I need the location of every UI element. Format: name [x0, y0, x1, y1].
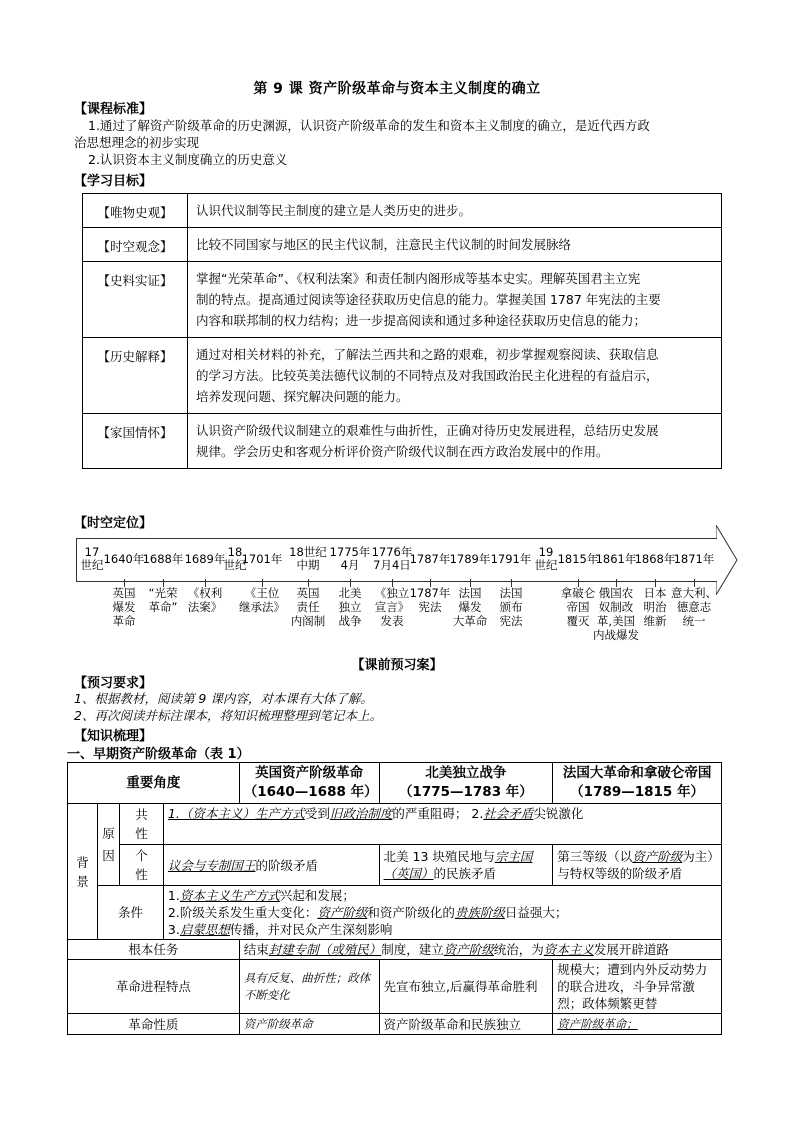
background-label: [68, 804, 98, 940]
timeline-date-line: 1868年: [634, 552, 676, 566]
text-span: 贵族阶级: [454, 905, 505, 920]
timeline-event-line: 内战爆发: [593, 628, 639, 642]
text-span: 为主）与特权等级的阶级矛盾: [557, 849, 714, 881]
timeline-date-line: 4月: [340, 558, 360, 572]
goal-line: 规律。学会历史和客观分析评价资产阶级代议制在西方政治发展中的作用。: [196, 444, 609, 459]
standards-line-3: 2.认识资本主义制度确立的历史意义: [88, 152, 288, 167]
text-span: 第三等级（以: [557, 849, 633, 864]
common-label: [119, 804, 163, 845]
cause-label: [97, 804, 119, 886]
standards-line-2: 治思想理念的初步实现: [74, 135, 200, 150]
timeline-event-line: 责任: [296, 600, 320, 614]
text-span: 结束: [243, 942, 269, 957]
timeline-event-line: 明治: [643, 600, 667, 614]
goal-key: 【唯物史观】: [83, 194, 188, 228]
individual-england: [163, 845, 379, 886]
goal-line: 认识代议制等民主制度的建立是人类历史的进步。: [196, 203, 472, 218]
background-label-text: 背景: [76, 854, 89, 889]
goal-line: 通过对相关材料的补充，了解法兰西共和之路的艰难，初步掌握观察阅读、获取信息: [196, 347, 659, 362]
col-years: （1789—1815 年）: [570, 784, 705, 800]
table-row: [68, 886, 722, 940]
table-row: [68, 960, 722, 1014]
text-span: 制度，建立: [381, 942, 444, 957]
goal-row: [83, 338, 722, 414]
goal-key: 【历史解释】: [83, 338, 188, 414]
timeline-event-line: 《权利: [187, 586, 223, 600]
goal-value: [188, 228, 722, 262]
goal-row: [83, 414, 722, 469]
text-span: 3.: [167, 922, 180, 937]
goal-value: [188, 338, 722, 414]
goal-key: 【时空观念】: [83, 228, 188, 262]
goal-line: 认识资产阶级代议制建立的艰难性与曲折性，正确对待历史发展进程，总结历史发展: [196, 423, 659, 438]
text-span: 资产阶级革命；: [557, 1017, 638, 1031]
goal-line: 的学习方法。比较英美法德代议制的不同特点及对我国政治民主化进程的有益启示，: [196, 368, 659, 383]
revolution-table: [67, 762, 722, 1035]
timeline-date-line: 中期: [296, 558, 320, 572]
timeline-date-line: 1871年: [673, 552, 715, 566]
nature-america: 资产阶级革命和民族独立: [379, 1014, 553, 1035]
goal-line: 比较不同国家与地区的民主代议制，注意民主代议制的时间发展脉络: [196, 237, 572, 252]
goal-row: [83, 194, 722, 228]
timeline-event-line: 颁布: [499, 600, 523, 614]
timeline-event-line: 统一: [682, 614, 706, 628]
text-span: 资产阶级: [317, 905, 368, 920]
goal-value: [188, 414, 722, 469]
timeline-date-line: 19: [538, 545, 554, 559]
timeline-event-line: 革,美国: [596, 614, 636, 628]
standards-heading: 【课程标准】: [74, 102, 153, 117]
condition-line: [168, 921, 717, 938]
timeline-event-line: 独立: [338, 600, 362, 614]
timeline-date-line: 1791年: [490, 552, 532, 566]
text-span: 的阶级矛盾: [255, 857, 318, 873]
timeline-date-line: 世纪: [223, 558, 247, 572]
timeline-event-line: 大革命: [452, 614, 488, 628]
requirement-line-2: 2、再次阅读并标注课本，将知识梳理整理到笔记本上。: [74, 708, 382, 723]
timeline-event-line: 宪法: [418, 600, 442, 614]
text-span: 的民族矛盾: [433, 866, 497, 881]
text-span: 资产阶级: [443, 942, 494, 957]
timeline-event-line: 北美: [338, 586, 362, 600]
timeline-date-line: 1776年: [371, 545, 413, 559]
timeline-event-line: 拿破仑: [560, 586, 596, 600]
text-span: 1.（资本主义）生产方式: [167, 806, 305, 821]
task-label: 根本任务: [68, 940, 240, 960]
goal-key: 【史料实证】: [83, 262, 188, 338]
section-heading: 一、早期资产阶级革命（表 1）: [67, 747, 250, 762]
text-span: 北美 13 块殖民地与: [383, 849, 495, 864]
nature-england: 资产阶级革命: [239, 1014, 379, 1035]
process-america: 先宣布独立,后赢得革命胜利: [379, 960, 553, 1014]
text-span: 的严重阻碍； 2.: [392, 806, 484, 821]
timeline-date-line: 1789年: [449, 552, 491, 566]
col-years: （1775—1783 年）: [398, 784, 533, 800]
timeline-date-line: 1689年: [184, 552, 226, 566]
condition-label: 条件: [97, 886, 163, 940]
goal-line: 培养发现问题、探究解决问题的能力。: [196, 389, 409, 404]
table-row: [68, 940, 722, 960]
timeline-event-line: 宪法: [499, 614, 523, 628]
individual-france: [553, 845, 722, 886]
goals-heading: 【学习目标】: [74, 174, 153, 189]
timeline-event-line: 法案》: [187, 600, 223, 614]
timeline-event-line: 俄国农: [598, 586, 634, 600]
text-span: 发展开辟道路: [593, 942, 669, 957]
timeline-date-line: 1775年: [329, 545, 371, 559]
timeline-event-line: 《独立: [374, 586, 410, 600]
page-title: 第 9 课 资产阶级革命与资本主义制度的确立: [253, 81, 541, 97]
timeline-event-line: 帝国: [566, 600, 590, 614]
text-span: 宗主国（英国）: [383, 849, 533, 881]
preview-heading: 【课前预习案】: [351, 658, 443, 673]
cause-label-text: 原因: [102, 825, 115, 863]
timeline-date-label: [664, 553, 724, 566]
requirements-heading: 【预习要求】: [74, 676, 153, 691]
timeline-date-line: 1861年: [595, 552, 637, 566]
goal-row: [83, 228, 722, 262]
common-label-text: 共性: [135, 807, 148, 841]
table-row: [68, 1014, 722, 1035]
text-span: 资产阶级: [632, 849, 683, 864]
timeline-event-line: 覆灭: [566, 614, 590, 628]
col-header-france: [553, 763, 722, 804]
timeline-event-line: 战争: [338, 614, 362, 628]
text-span: 封建专制（或殖民）: [268, 942, 382, 957]
requirement-line-1: 1、根据教材，阅读第 9 课内容，对本课有大体了解。: [74, 691, 373, 706]
goal-line: 制的特点。提高通过阅读等途径获取历史信息的能力。掌握美国 1787 年宪法的主要: [196, 292, 661, 307]
process-england: 具有反复、曲折性；政体不断变化: [239, 960, 379, 1014]
text-span: 资本主义生产方式: [179, 888, 280, 903]
timeline-date-line: 1787年: [409, 552, 451, 566]
text-span: 尖锐激化: [533, 806, 584, 821]
task-cell: [239, 940, 721, 960]
text-span: 日益强大；: [504, 905, 568, 920]
text-span: 2.阶级关系发生重大变化：: [167, 905, 318, 920]
timeline-event-line: 继承法》: [239, 600, 285, 614]
timeline-event-line: “光荣: [148, 586, 178, 600]
timeline-event-line: 1787年: [409, 586, 451, 600]
timeline-event: [479, 586, 543, 628]
timeline-event-line: 爆发: [458, 600, 482, 614]
table-row: [68, 845, 722, 886]
process-france: 规模大；遭到内外反动势力的联合进攻，斗争异常激烈；政体频繁更替: [553, 960, 722, 1014]
col-name: 北美独立战争: [425, 765, 507, 781]
timeline-date-line: 世纪: [80, 558, 104, 572]
table-row: [68, 804, 722, 845]
individual-label: [119, 845, 163, 886]
condition-line: [168, 904, 717, 921]
table-corner: 重要角度: [68, 763, 240, 804]
timeline-event-line: 革命”: [148, 600, 178, 614]
condition-cell: [163, 886, 721, 940]
text-span: 社会矛盾: [483, 806, 534, 821]
goals-table: [82, 193, 722, 469]
text-span: 1.: [167, 888, 180, 903]
text-span: 统治，为: [493, 942, 544, 957]
timeline-event-line: 英国: [296, 586, 320, 600]
text-span: 传播，并对民众产生深刻影响: [229, 922, 393, 937]
col-name: 英国资产阶级革命: [255, 765, 364, 781]
common-cause-cell: [163, 804, 721, 845]
goal-line: 掌握“光荣革命”、《权利法案》和责任制内阁形成等基本史实。理解英国君主立宪: [196, 271, 641, 286]
timeline-event-line: 英国: [112, 586, 136, 600]
timeline-event-line: 爆发: [112, 600, 136, 614]
timeline-event-line: 发表: [380, 614, 404, 628]
individual-america: [379, 845, 553, 886]
table-header-row: [68, 763, 722, 804]
col-years: （1640—1688 年）: [243, 784, 378, 800]
timeline-event-line: 宣言》: [374, 600, 410, 614]
timeline-event-line: 革命: [112, 614, 136, 628]
timeline-date-line: 1701年: [241, 552, 283, 566]
nature-label: 革命性质: [68, 1014, 240, 1035]
nature-france: [553, 1014, 722, 1035]
timeline-date-line: 世纪: [534, 558, 558, 572]
timeline-event-line: 德意志: [676, 600, 712, 614]
timeline-heading: 【时空定位】: [74, 516, 153, 531]
condition-line: [168, 887, 717, 904]
col-header-england: [239, 763, 379, 804]
goal-line: 内容和联邦制的权力结构；进一步提高阅读和通过多种途径获取历史信息的能力；: [196, 313, 647, 328]
goal-value: [188, 262, 722, 338]
timeline-event-line: 日本: [643, 586, 667, 600]
timeline-event-line: 意大利、: [671, 586, 717, 600]
text-span: 和资产阶级化的: [367, 905, 455, 920]
timeline-event: [173, 586, 237, 614]
col-header-america: [379, 763, 553, 804]
timeline-event-line: 法国: [458, 586, 482, 600]
timeline-date-line: 7月4日: [373, 558, 411, 572]
timeline-event-line: 维新: [643, 614, 667, 628]
text-span: 旧政治制度: [329, 806, 393, 821]
knowledge-heading: 【知识梳理】: [74, 729, 153, 744]
timeline-date-line: 18: [227, 545, 243, 559]
goal-value: [188, 194, 722, 228]
text-span: 兴起和发展；: [279, 888, 355, 903]
text-span: 资本主义: [543, 942, 594, 957]
goal-key: 【家国情怀】: [83, 414, 188, 469]
timeline-event-line: 奴制改: [598, 600, 634, 614]
timeline-event: [662, 586, 726, 628]
standards-line-1: 1.通过了解资产阶级革命的历史渊源，认识资产阶级革命的发生和资本主义制度的确立，是近代西方政: [88, 118, 650, 133]
text-span: 启蒙思想: [179, 922, 230, 937]
timeline-date-line: 1688年: [142, 552, 184, 566]
timeline-date-line: 18世纪: [289, 545, 327, 559]
text-span: 受到: [304, 806, 330, 821]
timeline-date-line: 1815年: [557, 552, 599, 566]
text-span: 议会与专制国王: [167, 857, 256, 873]
timeline-date-line: 1640年: [103, 552, 145, 566]
col-name: 法国大革命和拿破仑帝国: [562, 765, 712, 781]
timeline-date-line: 17: [84, 545, 100, 559]
timeline-event-line: 《王位: [244, 586, 280, 600]
timeline-event-line: 内阁制: [290, 614, 326, 628]
timeline-event-line: 法国: [499, 586, 523, 600]
goal-row: [83, 262, 722, 338]
individual-label-text: 个性: [135, 848, 148, 882]
process-label: 革命进程特点: [68, 960, 240, 1014]
